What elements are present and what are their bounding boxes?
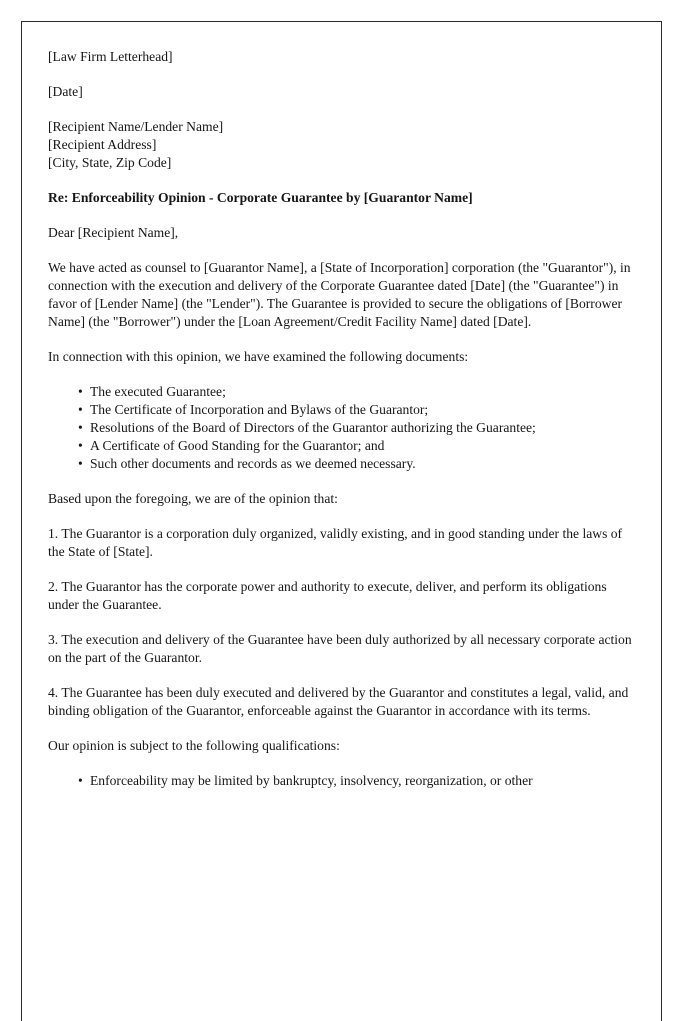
opinion-paragraph-4: 4. The Guarantee has been duly executed and delivered by the Guarantor and constitutes a legal, valid, and binding obligation of the Guarantor, enforceable against the Guarantor in accordance with its terms. bbox=[48, 685, 629, 718]
list-item: • The executed Guarantee; bbox=[78, 383, 634, 401]
opinion-paragraph-1: 1. The Guarantor is a corporation duly organized, validly existing, and in good standing under the laws of the State of [State]. bbox=[48, 526, 623, 559]
documents-lead-in: In connection with this opinion, we have examined the following documents: bbox=[48, 349, 469, 364]
list-item: • Resolutions of the Board of Directors of the Guarantor authorizing the Guarantee; bbox=[78, 419, 634, 437]
list-item: • A Certificate of Good Standing for the Guarantor; and bbox=[78, 437, 634, 455]
qualifications-lead-in: Our opinion is subject to the following qualifications: bbox=[48, 738, 340, 753]
opinion-lead-in: Based upon the foregoing, we are of the opinion that: bbox=[48, 491, 338, 506]
law-firm-letterhead: [Law Firm Letterhead] bbox=[48, 49, 173, 64]
subject-line: Re: Enforceability Opinion - Corporate Guarantee by [Guarantor Name] bbox=[48, 190, 473, 205]
documents-examined-list bbox=[48, 383, 634, 473]
list-item: • The Certificate of Incorporation and Bylaws of the Guarantor; bbox=[78, 401, 634, 419]
document-date: [Date] bbox=[48, 84, 83, 99]
qualifications-list bbox=[48, 772, 634, 790]
list-item: • Enforceability may be limited by bankruptcy, insolvency, reorganization, or other bbox=[78, 772, 634, 790]
recipient-city-state-zip: [City, State, Zip Code] bbox=[48, 155, 172, 170]
recipient-name: [Recipient Name/Lender Name] bbox=[48, 119, 224, 134]
list-item: • Such other documents and records as we deemed necessary. bbox=[78, 455, 634, 473]
recipient-address-block bbox=[48, 118, 634, 172]
document-body bbox=[22, 22, 661, 790]
document-page bbox=[21, 21, 662, 1021]
opinion-paragraph-3: 3. The execution and delivery of the Guarantee have been duly authorized by all necessary corporate action on the part of the Guarantor. bbox=[48, 632, 632, 665]
salutation: Dear [Recipient Name], bbox=[48, 225, 179, 240]
recipient-street-address: [Recipient Address] bbox=[48, 137, 157, 152]
opinion-paragraph-2: 2. The Guarantor has the corporate power and authority to execute, deliver, and perform its obligations under the Guarantee. bbox=[48, 579, 607, 612]
intro-paragraph: We have acted as counsel to [Guarantor Name], a [State of Incorporation] corporation (the "Guarantor"), in connection with the execution and delivery of the Corporate Guarantee dated [Date] (the "Guarantee") in favor of [Lender Name] (the "Lender"). The Guarantee is provided to secure the obligations of [Borrower Name] (the "Borrower") under the [Loan Agreement/Credit Facility Name] dated [Date]. bbox=[48, 260, 631, 329]
